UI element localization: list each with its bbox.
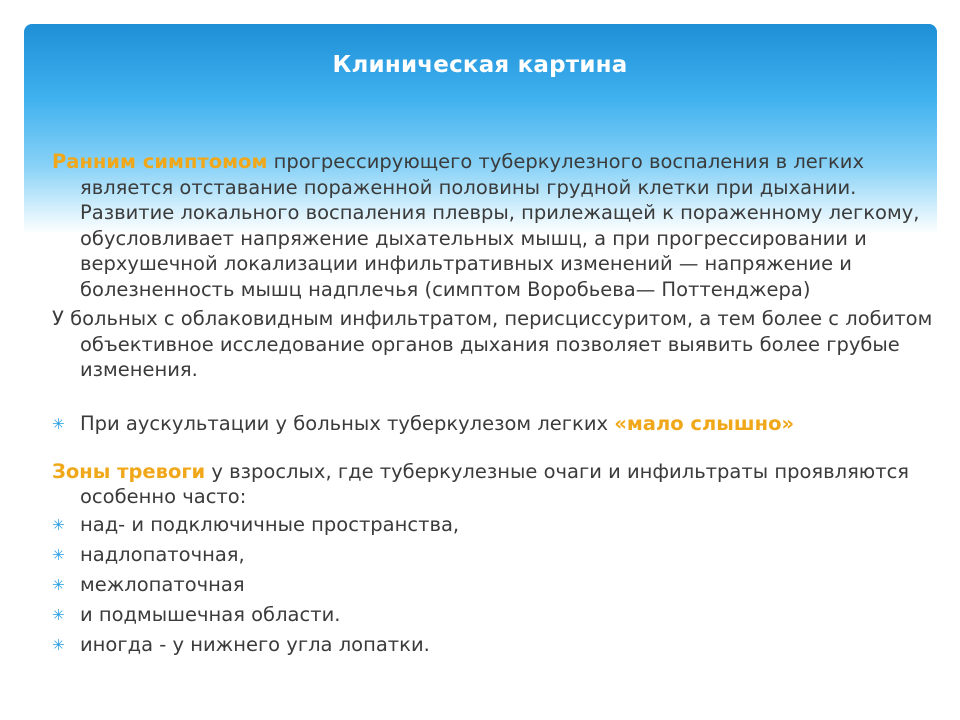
asterisk-bullet-icon: ✳: [52, 545, 65, 564]
list-item-zone: [52, 570, 947, 600]
paragraph-infiltrate: У больных с облаковидным инфильтратом, перисциссуритом, а тем более с лобитом объективное исследование органов дыхания позволяет выявить более грубые изменения.: [52, 307, 933, 381]
slide-content: [52, 149, 947, 660]
highlight-alarm-zones: Зоны тревоги: [52, 459, 206, 483]
alarm-zones-text: у взрослых, где туберкулезные очаги и инфильтраты проявляются особенно часто:: [80, 459, 910, 508]
list-item-auscultation: [52, 409, 947, 439]
slide-title: Клиническая картина: [332, 52, 628, 78]
zone-item-text: и подмышечная области.: [80, 602, 341, 626]
highlight-early-symptom: Ранним симптомом: [52, 150, 268, 173]
zone-item-text: надлопаточная,: [80, 542, 245, 566]
alarm-zones-list: [52, 510, 947, 660]
list-item-zone: [52, 630, 947, 660]
asterisk-bullet-icon: ✳: [52, 515, 65, 534]
zone-item-text: над- и подключичные пространства,: [80, 512, 460, 536]
paragraph-early-symptom-text: прогрессирующего туберкулезного воспаления в легких является отставание пораженной половины грудной клетки при дыхании. Развитие локального воспаления плевры, прилежащей к пораженному легкому, обусловливает напряжение дыхательных мышц, а при прогрессировании и верхушечной локализации инфильтративных изменений — напряжение и болезненность мышц надплечья (симптом Воробьева— Поттенджера): [80, 150, 920, 301]
asterisk-bullet-icon: ✳: [52, 414, 65, 433]
asterisk-bullet-icon: ✳: [52, 605, 65, 624]
zone-item-text: межлопаточная: [80, 572, 245, 596]
paragraph-alarm-zones: [52, 459, 947, 510]
zone-item-text: иногда - у нижнего угла лопатки.: [80, 632, 430, 656]
asterisk-bullet-icon: ✳: [52, 575, 65, 594]
auscultation-text: При аускультации у больных туберкулезом легких: [80, 411, 615, 435]
paragraph-early-symptom: [52, 149, 947, 302]
list-item-zone: [52, 600, 947, 630]
list-item-zone: [52, 540, 947, 570]
list-item-zone: [52, 510, 947, 540]
asterisk-bullet-icon: ✳: [52, 635, 65, 654]
highlight-barely-audible: «мало слышно»: [614, 411, 795, 435]
